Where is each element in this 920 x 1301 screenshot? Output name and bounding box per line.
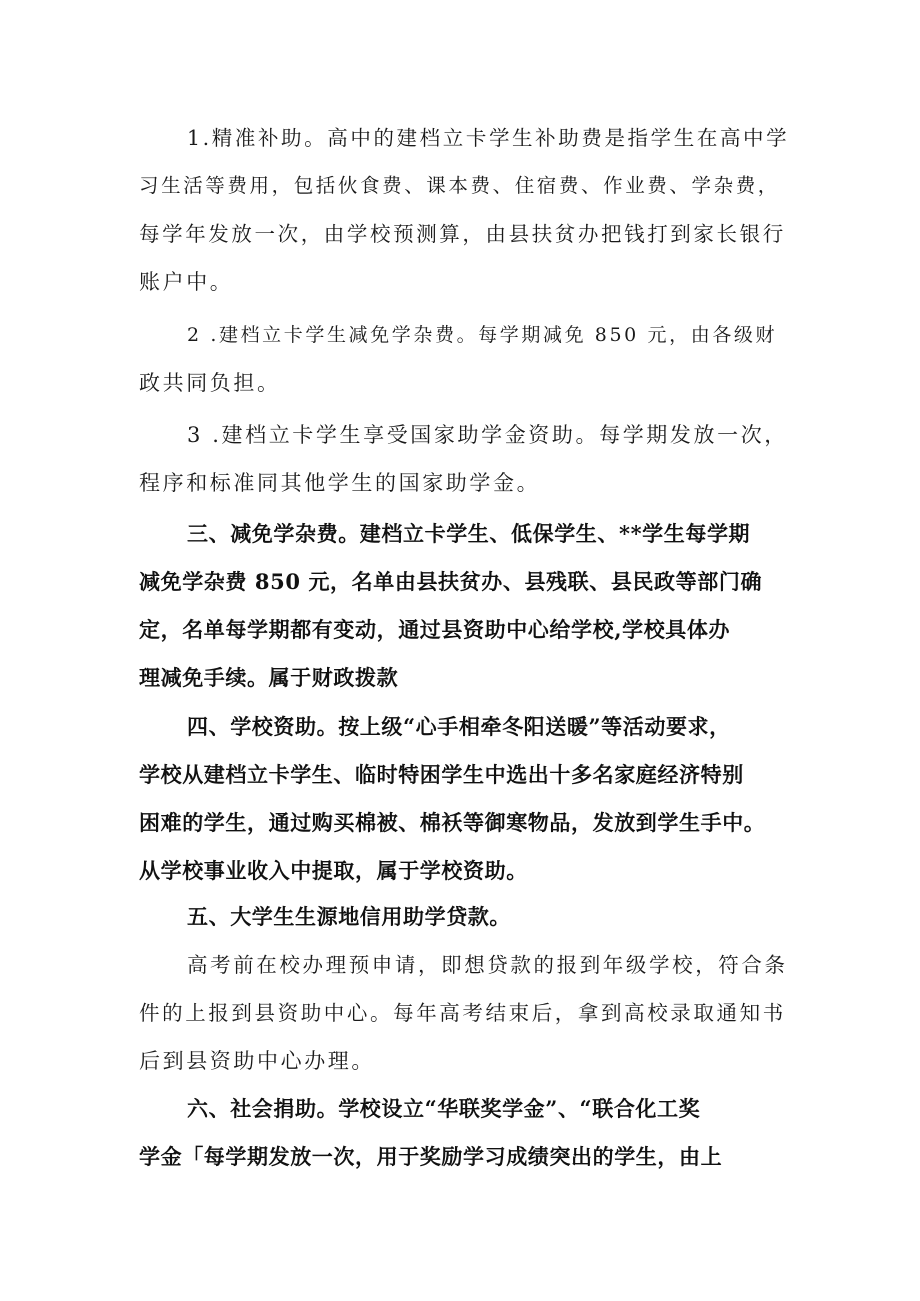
text-line: 三、减免学杂费。建档立卡学生、低保学生、**学生每学期: [187, 521, 751, 546]
text-line: 3 .建档立卡学生享受国家助学金资助。每学期发放一次，: [187, 423, 788, 447]
paragraph-section-five-heading: [139, 893, 789, 941]
text-line: 高考前在校办理预申请，即想贷款的报到年级学校，符合条: [187, 953, 788, 977]
text-line: 1.精准补助。高中的建档立卡学生补助费是指学生在高中学: [187, 126, 790, 150]
text-line: 理减免手续。属于财政拨款: [139, 665, 399, 690]
text-line: 每学年发放一次，由学校预测算，由县扶贫办把钱打到家长银行: [139, 222, 786, 246]
text-line: 五、大学生生源地信用助学贷款。: [187, 904, 511, 929]
text-line: 政共同负担。: [139, 371, 281, 395]
paragraph-fee-waiver: [139, 311, 789, 407]
text-line: 学校从建档立卡学生、临时特困学生中选出十多名家庭经济特别: [139, 762, 744, 787]
text-line: 账户中。: [139, 270, 234, 294]
text-line: 减免学杂费 850 元，名单由县扶贫办、县残联、县民政等部门确: [139, 569, 763, 594]
text-line: 程序和标准同其他学生的国家助学金。: [139, 471, 541, 495]
text-line: 困难的学生，通过购买棉被、棉袄等御寒物品，发放到学生手中。: [139, 810, 766, 835]
paragraph-section-three: [139, 510, 789, 702]
text-line: 件的上报到县资助中心。每年高考结束后，拿到高校录取通知书: [139, 1001, 786, 1025]
text-line: 2 .建档立卡学生减免学杂费。每学期减免 850 元，由各级财: [187, 324, 778, 346]
paragraph-precise-subsidy: [139, 114, 789, 306]
text-line: 后到县资助中心办理。: [139, 1049, 375, 1073]
text-line: 定，名单每学期都有变动，通过县资助中心给学校,学校具体办: [139, 617, 731, 642]
paragraph-national-grant: [139, 411, 789, 507]
paragraph-section-six: [139, 1085, 789, 1181]
text-line: 六、社会捐助。学校设立“华联奖学金”、“联合化工奖: [187, 1096, 701, 1121]
paragraph-student-loan: [139, 941, 789, 1085]
text-line: 从学校事业收入中提取，属于学校资助。: [139, 858, 528, 883]
text-line: 学金「每学期发放一次，用于奖励学习成绩突出的学生，由上: [139, 1144, 723, 1169]
text-line: 习生活等费用，包括伙食费、课本费、住宿费、作业费、学杂费，: [139, 174, 780, 197]
paragraph-section-four: [139, 703, 789, 895]
text-line: 四、学校资助。按上级“心手相牵冬阳送暖”等活动要求，: [187, 714, 731, 739]
